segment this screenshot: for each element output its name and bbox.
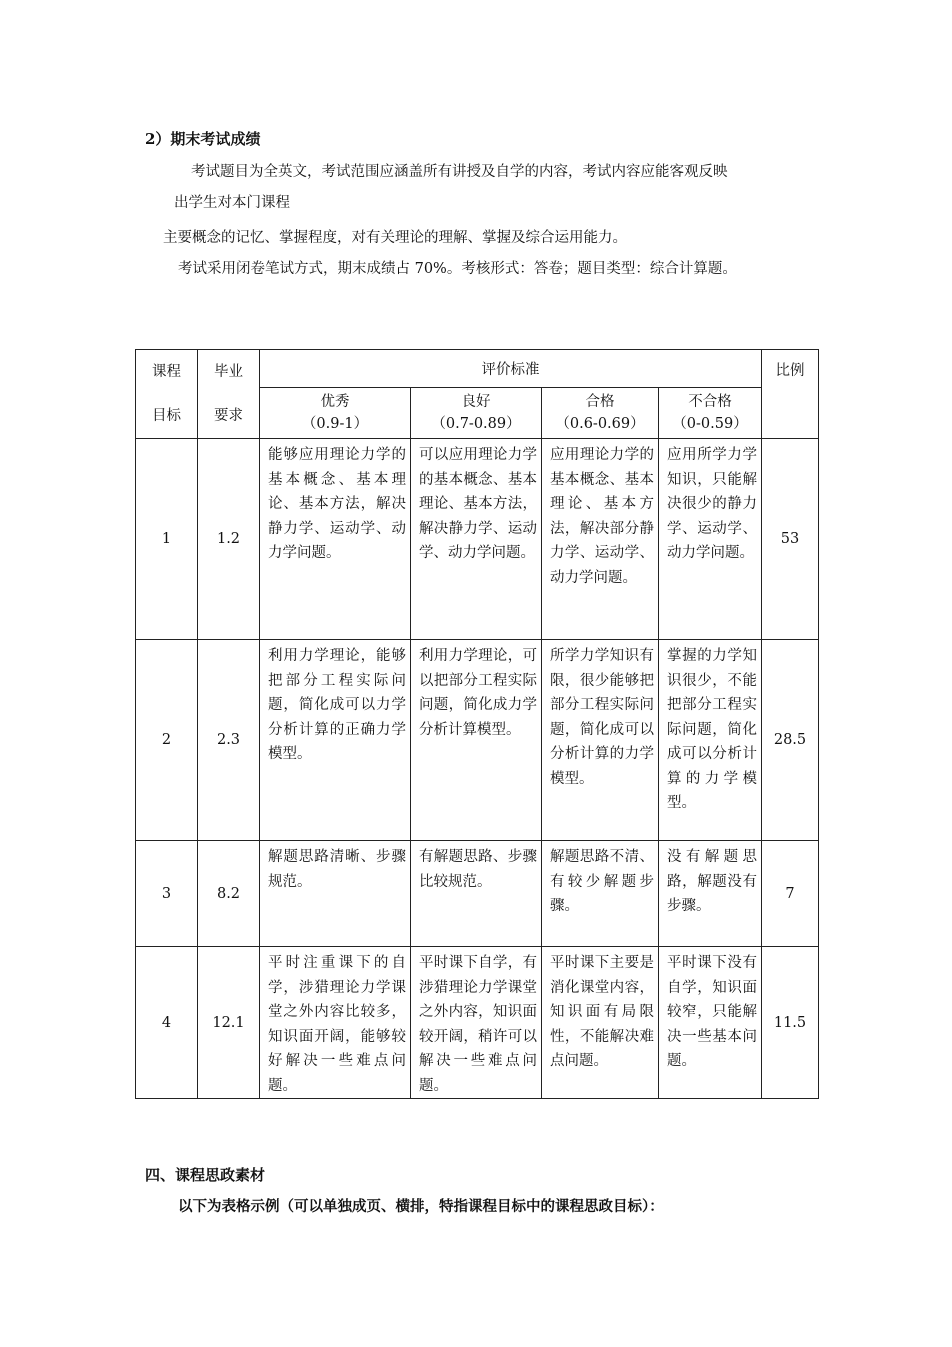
row-requirement: 2.3 xyxy=(198,640,260,841)
row-pass-text: 所学力学知识有限，很少能够把部分工程实际问题，简化成可以分析计算的力学模型。 xyxy=(542,640,659,841)
exam-paragraph-line-1: 考试题目为全英文，考试范围应涵盖所有讲授及自学的内容，考试内容应能客观反映 xyxy=(191,164,728,180)
exam-paragraph-line-2: 出学生对本门课程 xyxy=(174,195,290,211)
row-goal: 3 xyxy=(136,841,198,947)
table-example-note: 以下为表格示例（可以单独成页、横排，特指课程目标中的课程思政目标）： xyxy=(178,1198,664,1215)
row-goal: 1 xyxy=(136,439,198,640)
row-good-text: 可以应用理论力学的基本概念、基本理论、基本方法，解决静力学、运动学、动力学问题。 xyxy=(411,439,542,640)
row-ratio: 28.5 xyxy=(762,640,819,841)
row-fail-text: 平时课下没有自学，知识面较窄，只能解决一些基本问题。 xyxy=(659,947,762,1099)
table-row xyxy=(136,841,819,947)
row-fail-text: 没有解题思路，解题没有步骤。 xyxy=(659,841,762,947)
table-row xyxy=(136,640,819,841)
row-fail-text: 应用所学力学知识，只能解决很少的静力学、运动学、动力学问题。 xyxy=(659,439,762,640)
row-good-text: 有解题思路、步骤比较规范。 xyxy=(411,841,542,947)
level-fail: 不合格 （0-0.59） xyxy=(659,388,762,439)
table-row xyxy=(136,947,819,1099)
exam-paragraph-line-3: 主要概念的记忆、掌握程度，对有关理论的理解、掌握及综合运用能力。 xyxy=(163,230,627,246)
row-requirement: 1.2 xyxy=(198,439,260,640)
row-excellent-text: 平时注重课下的自学，涉猎理论力学课堂之外内容比较多，知识面开阔，能够较好解决一些难点问题。 xyxy=(260,947,411,1099)
table-row xyxy=(136,439,819,640)
header-ratio: 比例 xyxy=(762,350,819,439)
row-ratio: 11.5 xyxy=(762,947,819,1099)
section-heading-final-exam: 2）期末考试成绩 xyxy=(145,130,261,148)
row-requirement: 12.1 xyxy=(198,947,260,1099)
row-excellent-text: 利用力学理论，能够把部分工程实际问题，简化成可以力学分析计算的正确力学模型。 xyxy=(260,640,411,841)
row-pass-text: 平时课下主要是消化课堂内容，知识面有局限性，不能解决难点问题。 xyxy=(542,947,659,1099)
row-ratio: 7 xyxy=(762,841,819,947)
row-goal: 4 xyxy=(136,947,198,1099)
section-heading-ideology: 四、课程思政素材 xyxy=(145,1166,266,1184)
table-header-row xyxy=(136,350,819,388)
row-ratio: 53 xyxy=(762,439,819,640)
row-good-text: 利用力学理论，可以把部分工程实际问题，简化成力学分析计算模型。 xyxy=(411,640,542,841)
header-graduation-requirement: 毕业 要求 xyxy=(198,350,260,439)
level-pass: 合格 （0.6-0.69） xyxy=(542,388,659,439)
row-good-text: 平时课下自学，有涉猎理论力学课堂之外内容，知识面较开阔，稍许可以解决一些难点问题。 xyxy=(411,947,542,1099)
level-excellent: 优秀 （0.9-1） xyxy=(260,388,411,439)
row-excellent-text: 能够应用理论力学的基本概念、基本理论、基本方法，解决静力学、运动学、动力学问题。 xyxy=(260,439,411,640)
row-goal: 2 xyxy=(136,640,198,841)
row-pass-text: 解题思路不清、有较少解题步骤。 xyxy=(542,841,659,947)
row-fail-text: 掌握的力学知识很少，不能把部分工程实际问题，简化成可以分析计算的力学模型。 xyxy=(659,640,762,841)
row-requirement: 8.2 xyxy=(198,841,260,947)
evaluation-criteria-table xyxy=(135,349,819,1099)
header-course-goal: 课程 目标 xyxy=(136,350,198,439)
level-good: 良好 （0.7-0.89） xyxy=(411,388,542,439)
row-excellent-text: 解题思路清晰、步骤规范。 xyxy=(260,841,411,947)
exam-paragraph-line-4: 考试采用闭卷笔试方式，期末成绩占 70%。考核形式：答卷；题目类型：综合计算题。 xyxy=(178,261,737,277)
header-evaluation-criteria: 评价标准 xyxy=(260,350,762,388)
row-pass-text: 应用理论力学的基本概念、基本理论、基本方法，解决部分静力学、运动学、动力学问题。 xyxy=(542,439,659,640)
